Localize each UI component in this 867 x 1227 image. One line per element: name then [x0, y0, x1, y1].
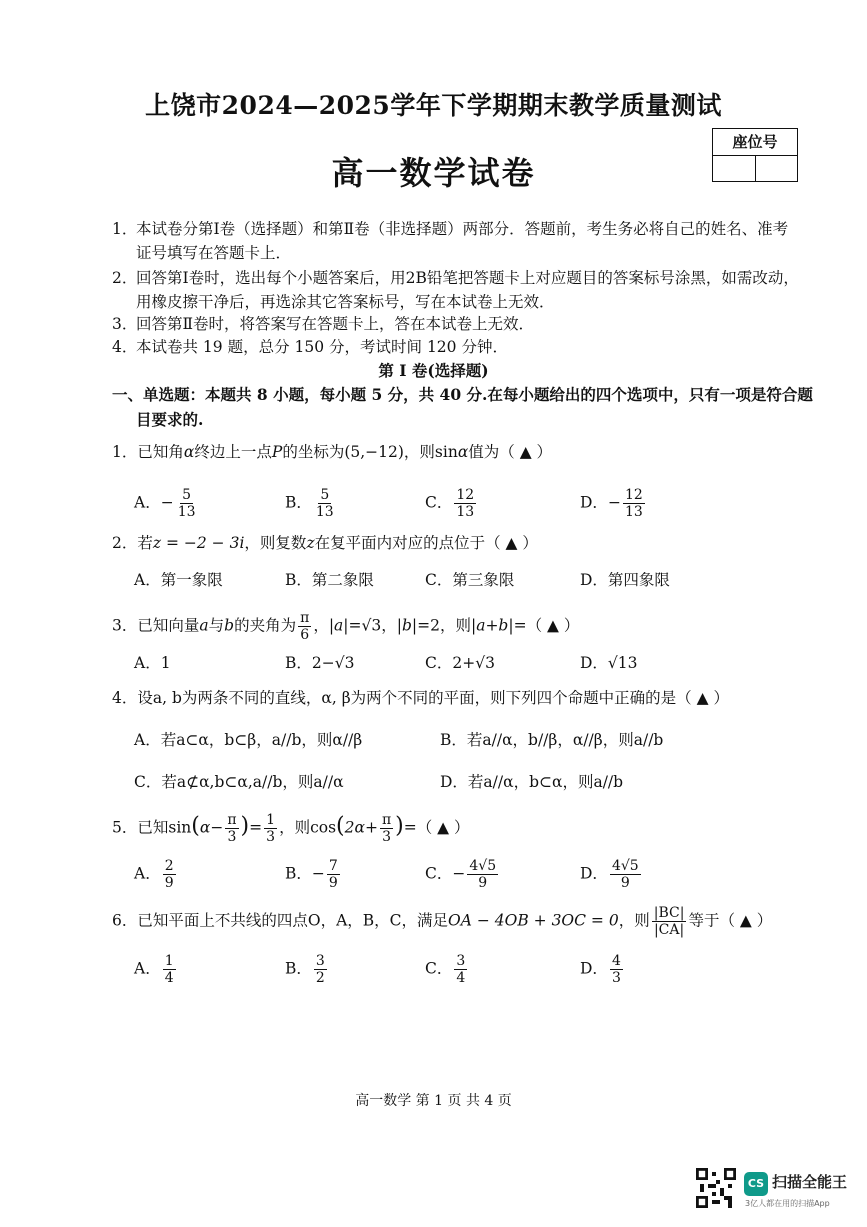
- q4-option-b[interactable]: B．若a//α，b//β，α//β，则a//b: [440, 731, 664, 749]
- question-1: 1．已知角α终边上一点P的坐标为(5,−12)，则sinα值为（ ▲ ）: [112, 443, 553, 461]
- q3-option-c[interactable]: C．2+√3: [425, 654, 495, 672]
- camscanner-logo: CS: [744, 1172, 768, 1196]
- question-6: 6．已知平面上不共线的四点O，A，B，C，满足OA − 4OB + 3OC = 0，则 $\frac{|BC|}{|CA|}$ 等于（ ▲ ）: [112, 905, 773, 938]
- seat-cell-right: [756, 156, 798, 182]
- page-footer: 高一数学 第 1 页 共 4 页: [355, 1093, 512, 1109]
- q6-option-b[interactable]: B． $\frac{3}{2}$: [285, 953, 325, 986]
- q3-option-d[interactable]: D．√13: [580, 654, 638, 672]
- q6-option-a[interactable]: A． $\frac{1}{4}$: [134, 953, 174, 986]
- q4-option-a[interactable]: A．若a⊂α，b⊂β，a//b，则α//β: [134, 731, 363, 749]
- q6-option-d[interactable]: D． $\frac{4}{3}$: [580, 953, 621, 986]
- q5-option-d[interactable]: D． $\frac{4√5}{9}$: [580, 858, 639, 891]
- seat-number-label: 座位号: [713, 129, 797, 156]
- exam-subtitle: 高一数学试卷: [331, 154, 536, 192]
- instruction-2: 2．回答第Ⅰ卷时，选出每个小题答案后，用2B铅笔把答题卡上对应题目的答案标号涂黑，如需改动， 用橡皮擦干净后，再选涂其它答案标号，写在本试卷上无效．: [112, 269, 799, 311]
- question-2: 2．若z = −2 − 3i，则复数z在复平面内对应的点位于（ ▲ ）: [112, 534, 538, 552]
- section-title: 第 I 卷(选择题): [378, 361, 489, 380]
- part-heading: 一、单选题：本题共 8 小题，每小题 5 分，共 40 分.在每小题给出的四个选项中，只有一项是符合题 目要求的.: [112, 385, 813, 429]
- instruction-1: 1．本试卷分第Ⅰ卷（选择题）和第Ⅱ卷（非选择题）两部分．答题前，考生务必将自己的姓名、准考 证号填写在答题卡上．: [112, 220, 789, 262]
- exam-title: 上饶市2024—2025学年下学期期末教学质量测试: [145, 91, 722, 120]
- question-5: 5．已知sin(α− $\frac{\pi}{3}$ )= $\frac{1}{3}$ ，则cos(2α+ $\frac{\pi}{3}$ )=（ ▲ ）: [112, 812, 470, 845]
- camscanner-tagline: 3亿人都在用的扫描App: [745, 1199, 830, 1208]
- q2-option-c[interactable]: C．第三象限: [425, 571, 515, 589]
- q1-option-c[interactable]: C． $\frac{12}{13}$: [425, 487, 475, 520]
- q1-option-a[interactable]: A．− $\frac{5}{13}$: [134, 487, 196, 520]
- qr-code-icon: [696, 1168, 736, 1208]
- seat-number-box: [712, 128, 798, 182]
- question-4: 4．设a, b为两条不同的直线，α, β为两个不同的平面，则下列四个命题中正确的是（ ▲ ）: [112, 689, 729, 707]
- q5-option-b[interactable]: B．− $\frac{7}{9}$: [285, 858, 338, 891]
- q3-option-b[interactable]: B．2−√3: [285, 654, 355, 672]
- q6-option-c[interactable]: C． $\frac{3}{4}$: [425, 953, 466, 986]
- q1-option-d[interactable]: D．− $\frac{12}{13}$: [580, 487, 643, 520]
- q1-option-b[interactable]: B． $\frac{5}{13}$: [285, 487, 334, 520]
- q4-option-c[interactable]: C．若a⊄α,b⊂α,a//b，则a//α: [134, 773, 344, 791]
- camscanner-name: 扫描全能王: [772, 1173, 848, 1191]
- instruction-3: 3．回答第Ⅱ卷时，将答案写在答题卡上，答在本试卷上无效．: [112, 315, 535, 333]
- instruction-4: 4．本试卷共 19 题，总分 150 分，考试时间 120 分钟．: [112, 338, 508, 356]
- q2-option-d[interactable]: D．第四象限: [580, 571, 670, 589]
- q5-option-a[interactable]: A． $\frac{2}{9}$: [134, 858, 174, 891]
- q4-option-d[interactable]: D．若a//α，b⊂α，则a//b: [440, 773, 624, 791]
- question-3: 3．已知向量a与b的夹角为 $\frac{\pi}{6}$ ，|a|=√3，|b|=2，则|a+b|=（ ▲ ）: [112, 610, 580, 643]
- q3-option-a[interactable]: A．1: [134, 654, 171, 672]
- q2-option-a[interactable]: A．第一象限: [134, 571, 223, 589]
- seat-cell-left: [713, 156, 756, 182]
- q5-option-c[interactable]: C．− $\frac{4√5}{9}$: [425, 858, 497, 891]
- q2-option-b[interactable]: B．第二象限: [285, 571, 374, 589]
